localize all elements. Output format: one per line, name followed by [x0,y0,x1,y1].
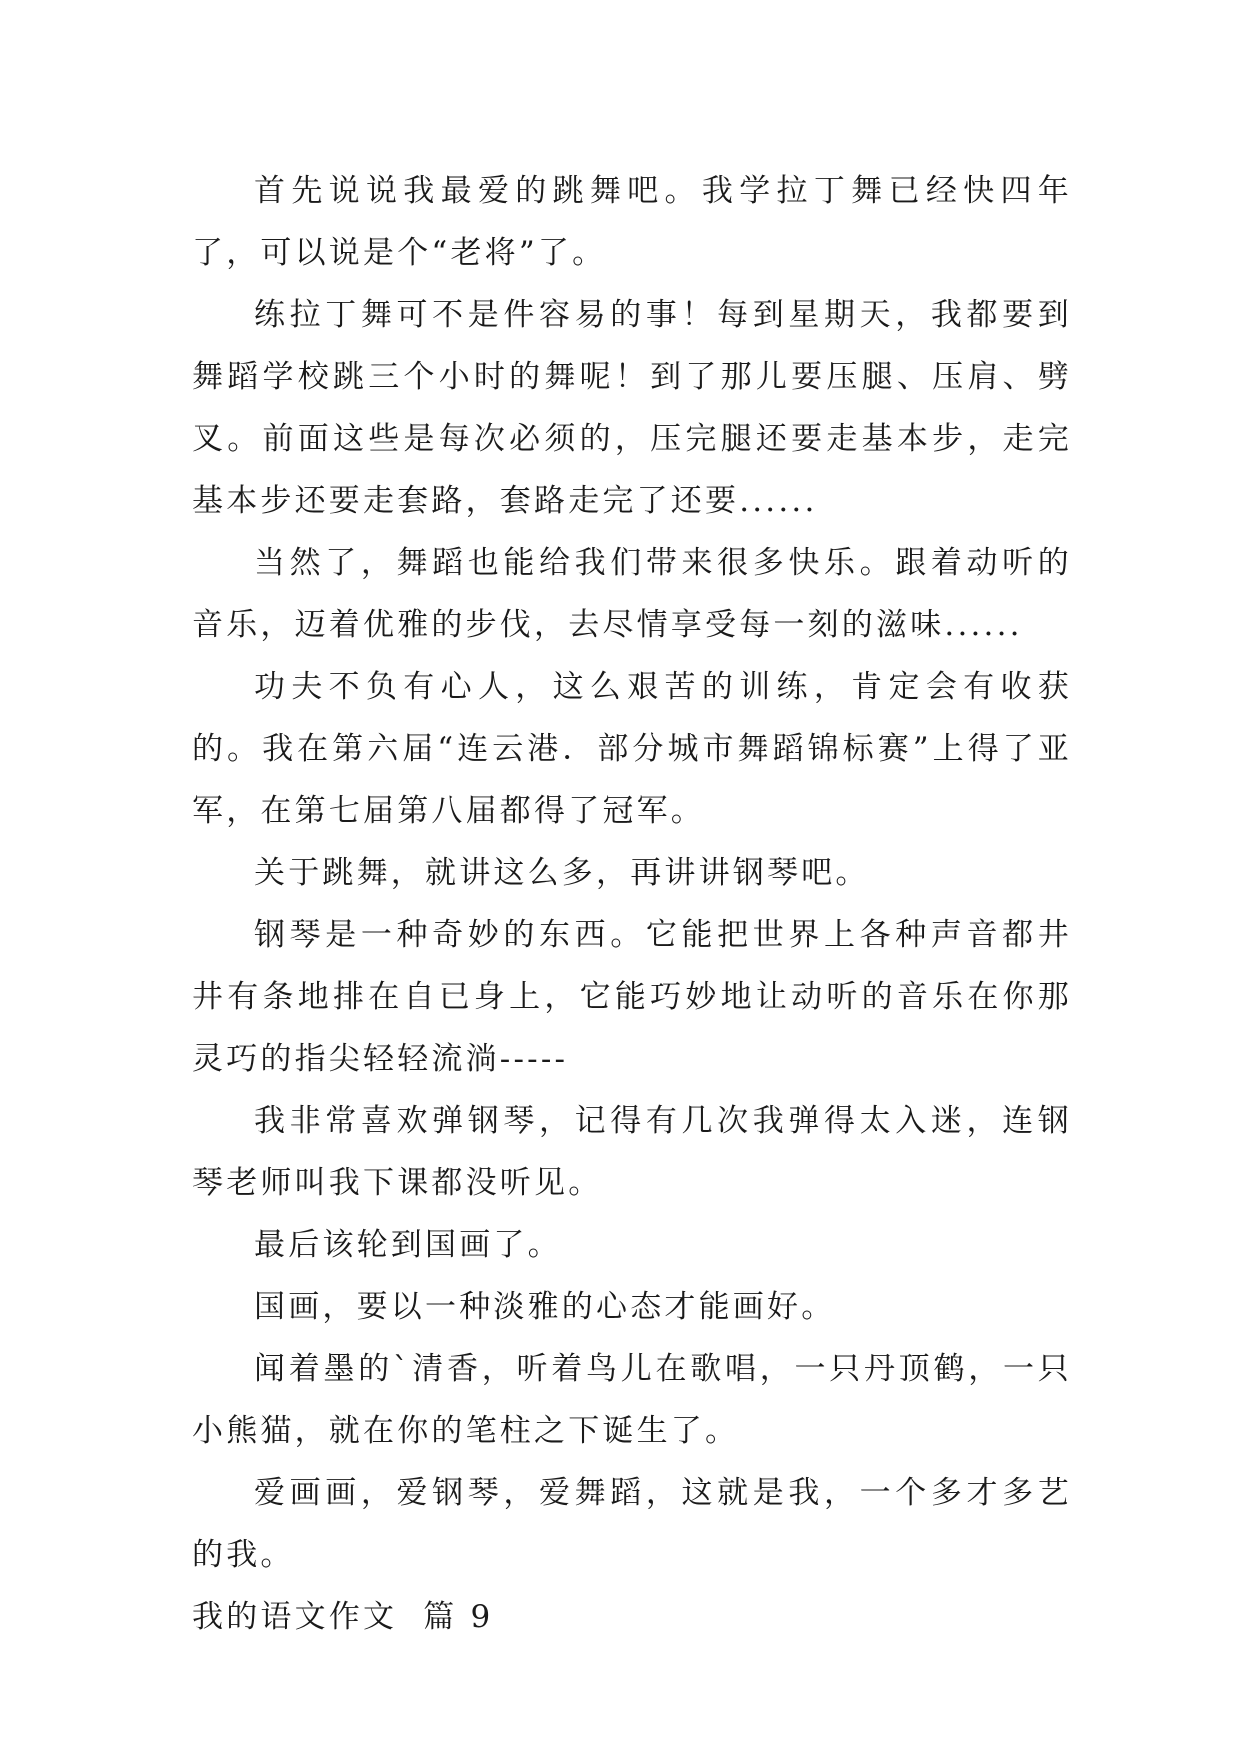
paragraph-piano-love: 我非常喜欢弹钢琴，记得有几次我弹得太入迷，连钢琴老师叫我下课都没听见。 [192,1103,1072,1201]
paragraph-piano-wonder: 钢琴是一种奇妙的东西。它能把世界上各种声音都井井有条地排在自已身上，它能巧妙地让动听的音乐在你那灵巧的指尖轻轻流淌----- [192,917,1072,1077]
paragraph-painting-mindset: 国画，要以一种淡雅的心态才能画好。 [254,1289,836,1325]
paragraph-dance-intro: 首先说说我最爱的跳舞吧。我学拉丁舞已经快四年了，可以说是个“老将”了。 [192,173,1072,271]
paragraph-conclusion: 爱画画，爱钢琴，爱舞蹈，这就是我，一个多才多艺的我。 [192,1475,1072,1573]
paragraph-painting-scene: 闻着墨的`清香，听着鸟儿在歌唱，一只丹顶鹤，一只小熊猫，就在你的笔柱之下诞生了。 [192,1351,1072,1449]
section-heading: 我的语文作文 篇 9 [192,1599,494,1635]
paragraph-dance-practice: 练拉丁舞可不是件容易的事！每到星期天，我都要到舞蹈学校跳三个小时的舞呢！到了那儿要压腿、压肩、劈叉。前面这些是每次必须的，压完腿还要走基本步，走完基本步还要走套路，套路走完了还要...... [192,297,1072,519]
essay-body [192,160,1072,1648]
paragraph-painting-intro: 最后该轮到国画了。 [254,1227,562,1263]
paragraph-transition-piano: 关于跳舞，就讲这么多，再讲讲钢琴吧。 [254,855,870,891]
paragraph-dance-awards: 功夫不负有心人，这么艰苦的训练，肯定会有收获的。我在第六届“连云港．部分城市舞蹈锦标赛”上得了亚军，在第七届第八届都得了冠军。 [192,669,1072,829]
paragraph-dance-joy: 当然了，舞蹈也能给我们带来很多快乐。跟着动听的音乐，迈着优雅的步伐，去尽情享受每一刻的滋味...... [192,545,1072,643]
